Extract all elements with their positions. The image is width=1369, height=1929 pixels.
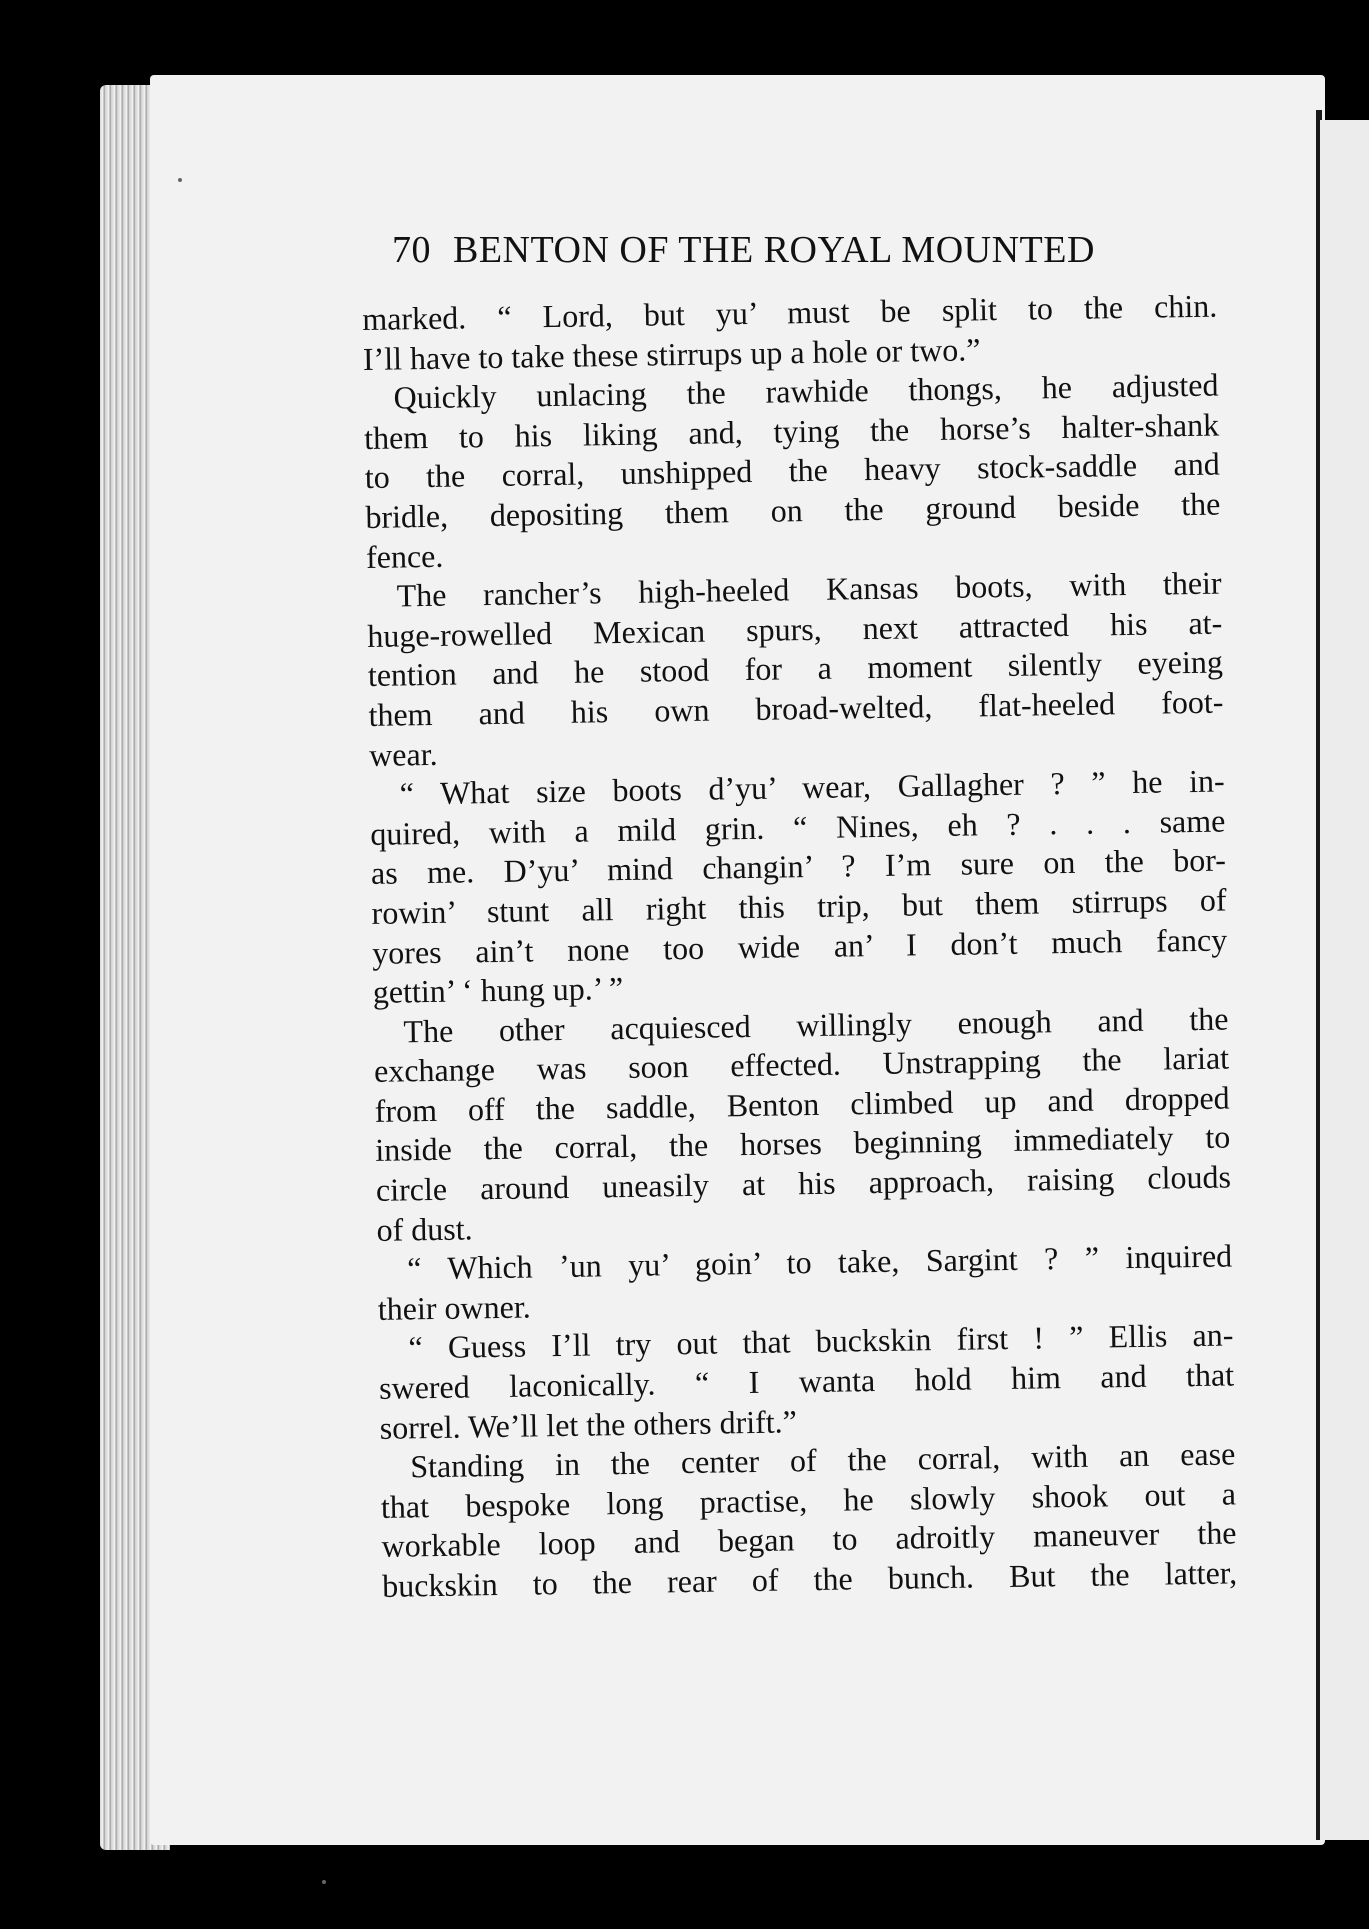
scan-speck [178, 178, 182, 182]
scan-speck [322, 1880, 326, 1884]
text-line: their owner. [377, 1288, 531, 1327]
text-line: yores ain’t none too wide an’ I don’t much fancy [371, 920, 1228, 971]
facing-page-edge [1320, 120, 1369, 1840]
text-line: “ Guess I’ll try out that buckskin first ! ” Ellis an- [408, 1316, 1234, 1366]
text-line: bridle, depositing them on the ground beside the [365, 485, 1221, 535]
text-line: Quickly unlacing the rawhide thongs, he adjusted [393, 366, 1219, 416]
running-title: BENTON OF THE ROYAL MOUNTED [453, 229, 1095, 271]
text-line: marked. “ Lord, but yu’ must be split to the chin. [362, 287, 1218, 337]
text-line: workable loop and began to adroitly maneuver the [381, 1514, 1237, 1565]
text-line: huge-rowelled Mexican spurs, next attracted his at- [366, 604, 1223, 654]
text-line: Standing in the center of the corral, with an ease [410, 1435, 1236, 1485]
text-line: inside the corral, the horses beginning immediately to [375, 1118, 1231, 1169]
text-line: “ Which ’un yu’ goin’ to take, Sargint ? ” inquired [406, 1237, 1233, 1287]
text-line: sorrel. We’ll let the others drift.” [379, 1402, 798, 1446]
text-line: circle around uneasily at his approach, raising clouds [375, 1158, 1232, 1208]
text-line: to the corral, unshipped the heavy stock-saddle and [364, 445, 1220, 496]
text-line: buckskin to the rear of the bunch. But the latter, [381, 1554, 1238, 1604]
text-line: fence. [365, 537, 444, 575]
body-text [362, 287, 1237, 1607]
text-line: that bespoke long practise, he slowly shook out a [380, 1475, 1237, 1525]
running-head [392, 228, 1212, 272]
text-line: quired, with a mild grin. “ Nines, eh ? . . . same [370, 802, 1226, 852]
text-line: swered laconically. “ I wanta hold him and that [378, 1356, 1235, 1406]
text-line: of dust. [376, 1210, 473, 1248]
text-line: tention and he stood for a moment silently eyeing [367, 643, 1224, 694]
text-line: The rancher’s high-heeled Kansas boots, with their [396, 564, 1222, 614]
text-line: gettin’ ‘ hung up.’ ” [372, 970, 624, 1011]
text-line: The other acquiesced willingly enough and the [403, 1000, 1229, 1050]
page-number: 70 [392, 229, 431, 271]
text-line: them and his own broad-welted, flat-heeled foot- [368, 683, 1224, 733]
text-line: as me. D’yu’ mind changin’ ? I’m sure on the bor- [370, 841, 1227, 892]
text-line: wear. [368, 735, 438, 773]
text-line: them to his liking and, tying the horse’s halter-shank [363, 406, 1220, 456]
text-line: exchange was soon effected. Unstrapping the lariat [373, 1039, 1230, 1090]
text-line: from off the saddle, Benton climbed up and dropped [374, 1079, 1230, 1129]
text-line: I’ll have to take these stirrups up a hole or two.” [362, 330, 981, 377]
text-line: rowin’ stunt all right this trip, but them stirrups of [371, 881, 1227, 931]
text-line: “ What size boots d’yu’ wear, Gallagher ? ” he in- [399, 762, 1225, 812]
